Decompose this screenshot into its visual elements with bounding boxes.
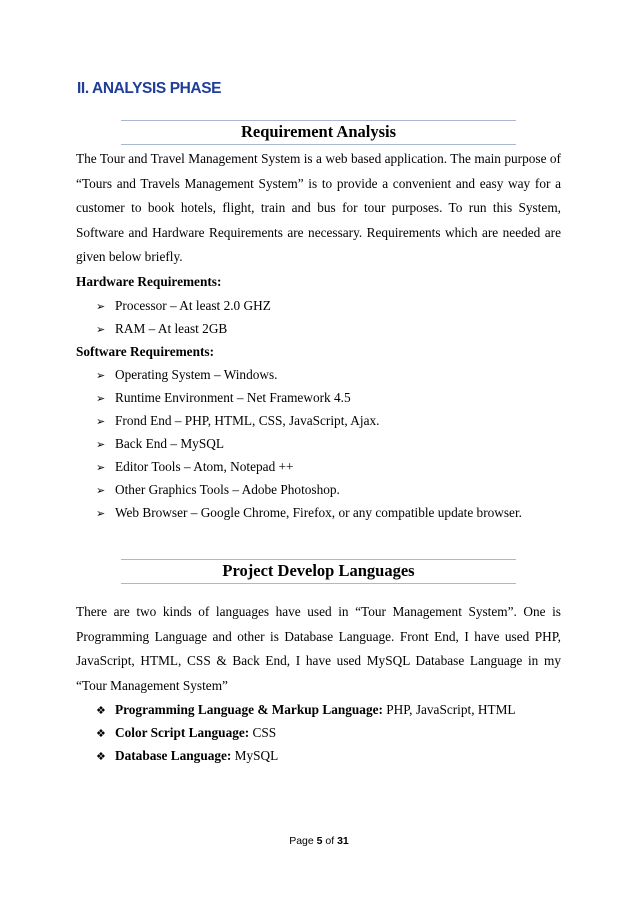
languages-title: Project Develop Languages	[222, 561, 415, 580]
hardware-item: ➢ RAM – At least 2GB	[96, 320, 227, 339]
arrow-bullet-icon: ➢	[96, 369, 106, 382]
arrow-bullet-icon: ➢	[96, 438, 106, 451]
language-item: ❖ Color Script Language: CSS	[96, 724, 276, 743]
arrow-bullet-icon: ➢	[96, 415, 106, 428]
diamond-bullet-icon: ❖	[96, 727, 106, 740]
language-item: ❖ Programming Language & Markup Language: PHP, JavaScript, HTML	[96, 701, 516, 720]
requirement-title-box	[121, 120, 516, 145]
software-item: ➢ Operating System – Windows.	[96, 366, 277, 385]
hardware-item: ➢ Processor – At least 2.0 GHZ	[96, 297, 271, 316]
requirement-title: Requirement Analysis	[240, 122, 397, 141]
software-label: Software Requirements:	[76, 344, 214, 359]
arrow-bullet-icon: ➢	[96, 300, 106, 313]
languages-paragraph: There are two kinds of languages have used in “Tour Management System”. One is Programming Language and other is Database Language. Front End, I have used PHP, JavaScript, HTML, CSS & Back End, I have used MySQL Database Language in my “Tour Management System”	[76, 604, 561, 693]
arrow-bullet-icon: ➢	[96, 507, 106, 520]
arrow-bullet-icon: ➢	[96, 484, 106, 497]
section-heading: II. ANALYSIS PHASE	[77, 80, 222, 97]
languages-title-box	[121, 559, 516, 584]
software-item: ➢ Editor Tools – Atom, Notepad ++	[96, 458, 294, 477]
software-item: ➢ Runtime Environment – Net Framework 4.5	[96, 389, 351, 408]
hardware-label: Hardware Requirements:	[76, 274, 222, 289]
arrow-bullet-icon: ➢	[96, 323, 106, 336]
diamond-bullet-icon: ❖	[96, 704, 106, 717]
requirement-paragraph: The Tour and Travel Management System is a web based application. The main purpose of “Tours and Travels Management System” is to provide a convenient and easy way for a customer to book hotels, flight, train and bus for tour purposes. To run this System, Software and Hardware Requirements are necessary. Requirements which are needed are given below briefly.	[76, 151, 561, 264]
diamond-bullet-icon: ❖	[96, 750, 106, 763]
arrow-bullet-icon: ➢	[96, 461, 106, 474]
software-item: ➢ Back End – MySQL	[96, 435, 224, 454]
software-item: ➢ Web Browser – Google Chrome, Firefox, or any compatible update browser.	[96, 504, 522, 523]
page-number: Page 5 of 31	[289, 835, 349, 847]
software-item: ➢ Other Graphics Tools – Adobe Photoshop.	[96, 481, 340, 500]
software-item: ➢ Frond End – PHP, HTML, CSS, JavaScript, Ajax.	[96, 412, 379, 431]
language-item: ❖ Database Language: MySQL	[96, 747, 278, 766]
arrow-bullet-icon: ➢	[96, 392, 106, 405]
